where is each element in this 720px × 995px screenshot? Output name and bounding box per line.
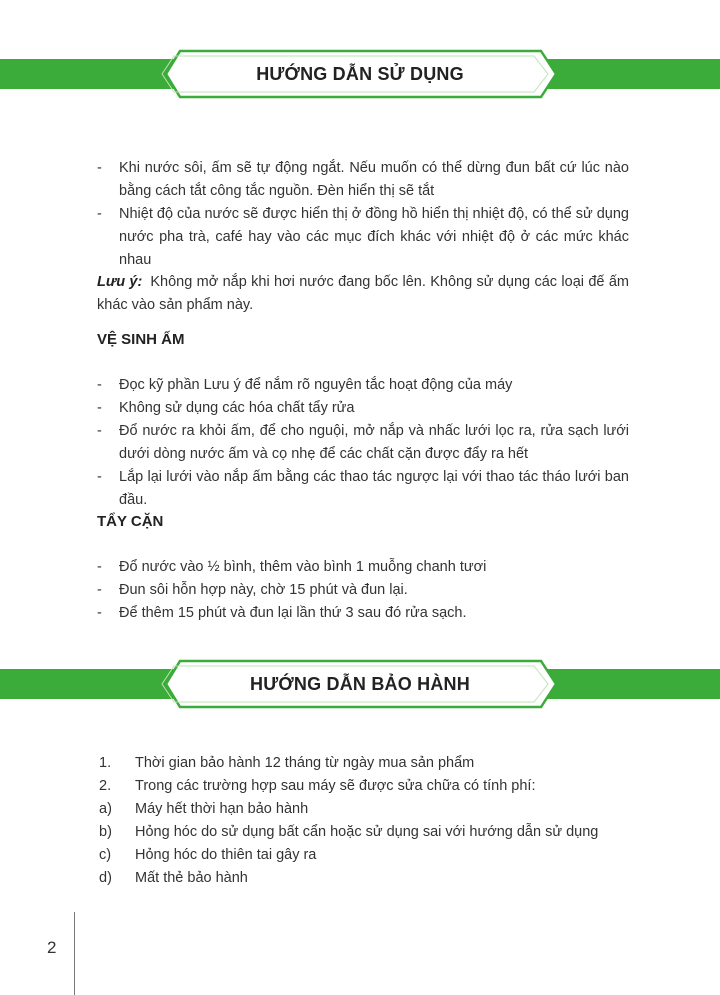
- list-marker: -: [97, 400, 102, 416]
- page-number: 2: [47, 938, 57, 957]
- list-item: [0, 420, 629, 466]
- list-marker: b): [99, 824, 112, 840]
- section-banner-warranty: [0, 658, 720, 710]
- list-marker: -: [97, 206, 102, 222]
- section-banner-usage: [0, 48, 720, 100]
- list-item-text: Đọc kỹ phần Lưu ý để nắm rõ nguyên tắc hoạt động của máy: [119, 377, 513, 393]
- list-item-text: Đun sôi hỗn hợp này, chờ 15 phút và đun lại.: [119, 582, 408, 598]
- list-item-text: Khi nước sôi, ấm sẽ tự động ngắt. Nếu muốn có thể dừng đun bất cứ lúc nào bằng cách tắt công tắc nguồn. Đèn hiển thị sẽ tắt: [119, 160, 629, 199]
- cleaning-list: [0, 374, 629, 512]
- list-item-text: Trong các trường hợp sau máy sẽ được sửa chữa có tính phí:: [135, 778, 536, 794]
- list-item-text: Để thêm 15 phút và đun lại lần thứ 3 sau đó rửa sạch.: [119, 605, 467, 621]
- heading-descaling: TẨY CẶN: [97, 513, 164, 530]
- list-marker: -: [97, 582, 102, 598]
- list-item-text: Đổ nước ra khỏi ấm, để cho nguội, mở nắp và nhấc lưới lọc ra, rửa sạch lưới dưới dòng nước ấm và cọ nhẹ để các chất cặn được đẩy ra hết: [119, 423, 629, 462]
- list-item: [0, 556, 629, 579]
- list-item: [0, 374, 629, 397]
- list-item-text: Máy hết thời hạn bảo hành: [135, 801, 309, 817]
- list-item-text: Hỏng hóc do thiên tai gây ra: [135, 847, 317, 863]
- warranty-list: [0, 752, 635, 890]
- list-item: [0, 844, 635, 867]
- list-item-text: Đổ nước vào ½ bình, thêm vào bình 1 muỗng chanh tươi: [119, 559, 487, 575]
- note-text: Không mở nắp khi hơi nước đang bốc lên. Không sử dụng các loại đế ấm khác vào sản phẩm này.: [97, 274, 629, 313]
- list-item-text: Nhiệt độ của nước sẽ được hiển thị ở đồng hồ hiển thị nhiệt độ, có thể sử dụng nước pha trà, café hay vào các mục đích khác với nhiệt độ ở các mức khác nhau: [119, 206, 629, 268]
- list-item: [0, 821, 635, 844]
- list-marker: c): [99, 847, 112, 863]
- list-item: [0, 397, 629, 420]
- list-item: [0, 203, 629, 272]
- list-item: [0, 798, 635, 821]
- section-title-usage: HƯỚNG DẪN SỬ DỤNG: [256, 64, 464, 84]
- list-marker: 1.: [99, 755, 112, 771]
- list-marker: -: [97, 160, 102, 176]
- section-title-warranty: HƯỚNG DẪN BẢO HÀNH: [250, 674, 470, 694]
- usage-note: [97, 271, 629, 317]
- list-item: [0, 602, 629, 625]
- list-item: [0, 579, 629, 602]
- list-marker: -: [97, 423, 102, 439]
- heading-cleaning: VỆ SINH ẤM: [97, 331, 185, 348]
- list-item: [0, 867, 635, 890]
- usage-list: [0, 157, 629, 272]
- list-item: [0, 752, 635, 775]
- page-divider-line: [74, 912, 75, 995]
- list-item-text: Thời gian bảo hành 12 tháng từ ngày mua sản phẩm: [135, 755, 475, 771]
- list-marker: 2.: [99, 778, 112, 794]
- list-item-text: Mất thẻ bảo hành: [135, 870, 248, 886]
- list-marker: d): [99, 870, 112, 886]
- list-item-text: Hỏng hóc do sử dụng bất cẩn hoặc sử dụng sai với hướng dẫn sử dụng: [135, 824, 599, 840]
- list-marker: -: [97, 559, 102, 575]
- list-item: [0, 775, 635, 798]
- list-marker: -: [97, 605, 102, 621]
- list-item: [0, 466, 629, 512]
- list-marker: a): [99, 801, 112, 817]
- list-item-text: Không sử dụng các hóa chất tẩy rửa: [119, 400, 355, 416]
- note-label: Lưu ý:: [97, 274, 143, 290]
- list-item-text: Lắp lại lưới vào nắp ấm bằng các thao tác ngược lại với thao tác tháo lưới ban đầu.: [119, 469, 629, 508]
- list-item: [0, 157, 629, 203]
- list-marker: -: [97, 377, 102, 393]
- descaling-list: [0, 556, 629, 625]
- list-marker: -: [97, 469, 102, 485]
